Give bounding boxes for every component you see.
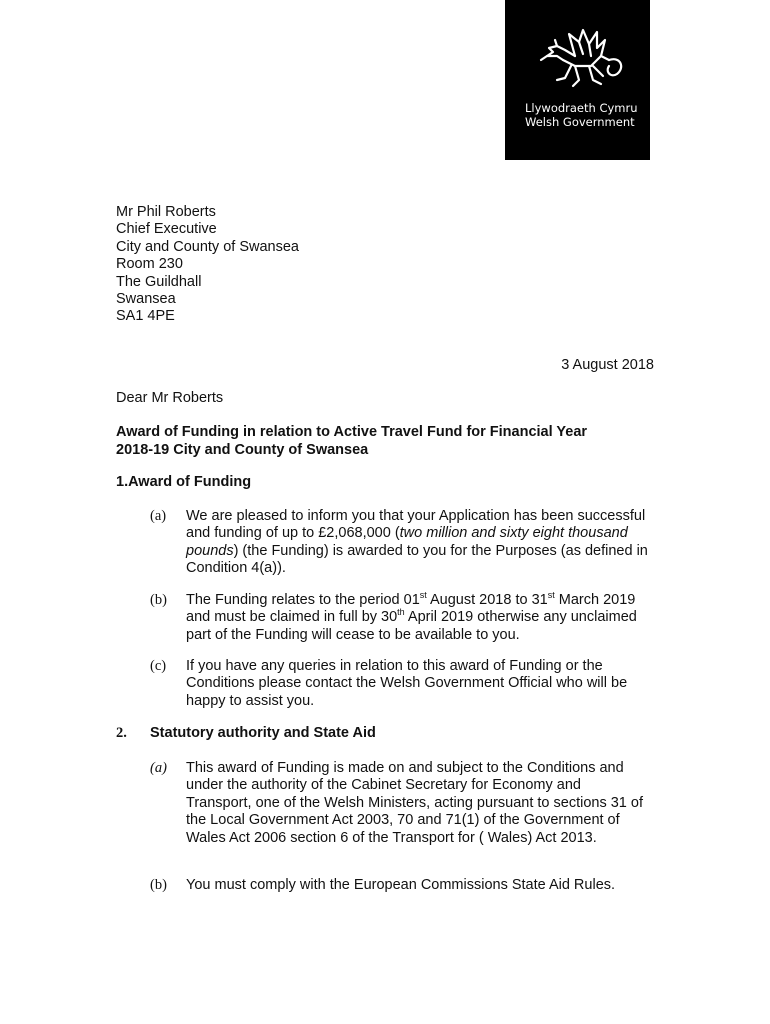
welsh-dragon-icon xyxy=(535,26,627,98)
logo-welsh-name: Llywodraeth Cymru xyxy=(525,101,638,115)
address-line: The Guildhall xyxy=(116,273,202,290)
address-line: Chief Executive xyxy=(116,221,217,238)
paragraph-1b xyxy=(150,592,650,644)
paragraph-text: You must comply with the European Commissions State Aid Rules. xyxy=(186,877,616,893)
logo-english-name: Welsh Government xyxy=(525,115,635,129)
paragraph-marker: (a) xyxy=(150,508,167,524)
section-2-heading: Statutory authority and State Aid xyxy=(150,725,376,741)
paragraph-marker: (a) xyxy=(150,760,167,776)
paragraph-text: This award of Funding is made on and subject to the Conditions and under the authority of the Cabinet Secretary for Economy and Transport, one of the Welsh Ministers, acting pursuant to sections 31 of the Local Government Act 2003, 70 and 71(1) of the Government of Wales Act 2006 section 6 of the Transport for ( Wales) Act 2013. xyxy=(186,760,643,846)
paragraph-1a xyxy=(150,508,650,578)
ordinal-suffix: st xyxy=(547,590,555,601)
address-line: SA1 4PE xyxy=(116,308,175,325)
amount-in-words: two million and sixty eight thousand pounds xyxy=(186,525,628,559)
text-run: August 2018 to 31 xyxy=(426,592,548,608)
section-1-heading: 1.Award of Funding xyxy=(116,474,252,490)
recipient-address xyxy=(116,204,299,326)
address-line: City and County of Swansea xyxy=(116,238,299,255)
ordinal-suffix: st xyxy=(419,590,427,601)
letter-date: 3 August 2018 xyxy=(561,357,654,373)
letter-subject xyxy=(116,423,587,459)
text-run: April 2019 otherwise any unclaimed part of the Funding will cease to be available to you. xyxy=(186,609,637,643)
paragraph-2b xyxy=(150,877,650,894)
paragraph-marker: (b) xyxy=(150,592,167,608)
ordinal-suffix: th xyxy=(397,607,405,618)
address-line: Swansea xyxy=(116,291,176,308)
subject-line: 2018-19 City and County of Swansea xyxy=(116,442,369,458)
paragraph-2a xyxy=(150,760,650,847)
subject-line: Award of Funding in relation to Active Travel Fund for Financial Year xyxy=(116,424,588,440)
welsh-government-logo xyxy=(505,0,650,160)
text-run: ) (the Funding) is awarded to you for the Purposes (as defined in Condition 4(a)). xyxy=(186,542,648,577)
salutation: Dear Mr Roberts xyxy=(116,390,224,406)
address-line: Room 230 xyxy=(116,256,183,273)
paragraph-marker: (b) xyxy=(150,877,167,893)
paragraph-text xyxy=(186,592,650,644)
text-run: We are pleased to inform you that your Application has been successful and funding of up to £2,068,000 ( xyxy=(186,508,646,542)
paragraph-marker: (c) xyxy=(150,658,167,674)
paragraph-text xyxy=(186,508,650,578)
text-run: March 2019 and must be claimed in full by 30 xyxy=(186,592,636,626)
text-run: The Funding relates to the period 01 xyxy=(186,592,420,608)
paragraph-text: If you have any queries in relation to this award of Funding or the Conditions please contact the Welsh Government Official who will be happy to assist you. xyxy=(186,658,628,709)
section-2-number: 2. xyxy=(116,725,127,741)
logo-text xyxy=(525,101,638,129)
address-line: Mr Phil Roberts xyxy=(116,204,216,220)
paragraph-1c xyxy=(150,658,650,710)
